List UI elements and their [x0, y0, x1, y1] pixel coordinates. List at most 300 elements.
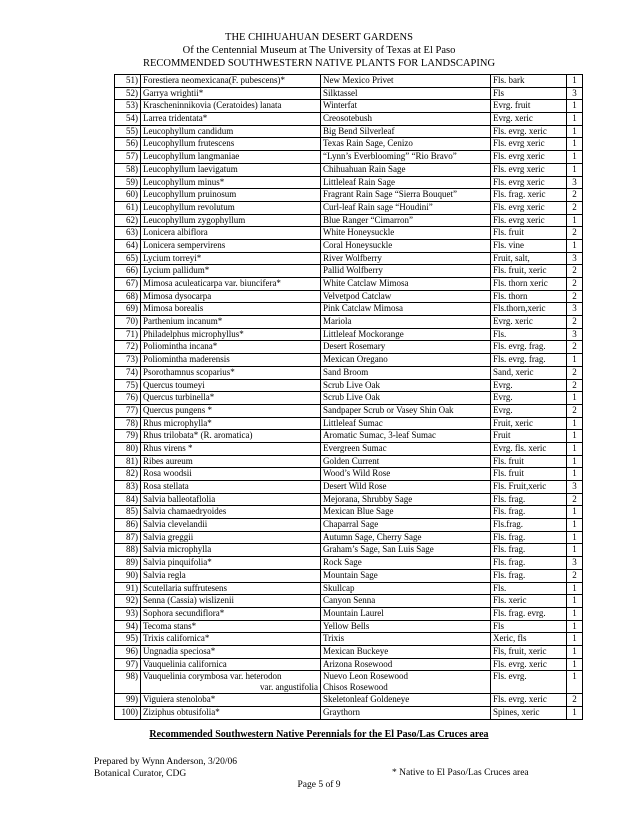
plant-attributes-text: Fls. frag. [493, 493, 526, 504]
row-count-text: 1 [572, 506, 577, 517]
scientific-name [141, 481, 321, 494]
plant-attributes-text: Evrg. [493, 392, 513, 403]
plant-attributes-text: Fls.thorn,xeric [493, 303, 546, 314]
scientific-name [141, 392, 321, 405]
row-number [115, 328, 141, 341]
footer-credits [94, 756, 237, 780]
row-count [567, 379, 583, 392]
plant-attributes [491, 506, 567, 519]
table-row [115, 519, 583, 532]
common-name [321, 633, 491, 646]
row-number [115, 481, 141, 494]
row-number [115, 645, 141, 658]
row-number-text: 85) [126, 506, 138, 517]
row-count [567, 645, 583, 658]
row-count-text: 2 [572, 341, 577, 352]
scientific-name [141, 290, 321, 303]
row-count-text: 2 [572, 227, 577, 238]
plant-attributes [491, 113, 567, 126]
scientific-name-text: Leucophyllum frutescens [143, 138, 235, 149]
row-number-text: 80) [126, 442, 138, 453]
row-count [567, 455, 583, 468]
plant-attributes-text: Fls. evrg xeric [493, 176, 545, 187]
plant-attributes-text: Fruit, salt, [493, 252, 530, 263]
row-count [567, 582, 583, 595]
row-number [115, 595, 141, 608]
plant-attributes-text: Fruit, xeric [493, 417, 533, 428]
table-row [115, 392, 583, 405]
row-count [567, 595, 583, 608]
common-name-text: Trixis [323, 633, 345, 644]
plant-attributes [491, 633, 567, 646]
row-number [115, 265, 141, 278]
row-count [567, 442, 583, 455]
row-number [115, 569, 141, 582]
common-name-text: Pallid Wolfberry [323, 265, 383, 276]
row-count [567, 671, 583, 694]
plant-attributes-text: Fls. bark [493, 75, 525, 85]
row-number-text: 61) [126, 201, 138, 212]
common-name [321, 316, 491, 329]
row-number [115, 354, 141, 367]
row-number [115, 201, 141, 214]
row-number-text: 84) [126, 493, 138, 504]
table-row [115, 75, 583, 88]
table-row [115, 87, 583, 100]
table-row [115, 694, 583, 707]
row-count-text: 1 [572, 671, 577, 682]
common-name [321, 658, 491, 671]
common-name [321, 151, 491, 164]
common-name [321, 354, 491, 367]
row-count-text: 1 [572, 214, 577, 225]
row-count [567, 290, 583, 303]
scientific-name [141, 138, 321, 151]
page-number: Page 5 of 9 [297, 780, 341, 790]
plant-attributes [491, 290, 567, 303]
row-count-text: 1 [572, 519, 577, 530]
common-name [321, 163, 491, 176]
common-name-text: Wood’s Wild Rose [323, 468, 391, 479]
row-number [115, 252, 141, 265]
row-count [567, 658, 583, 671]
row-number [115, 189, 141, 202]
row-number [115, 531, 141, 544]
plant-attributes-text: Fls. frag. [493, 544, 526, 555]
scientific-name-text: Garrya wrightii* [143, 87, 204, 98]
table-row [115, 303, 583, 316]
row-count-text: 1 [572, 645, 577, 656]
plant-attributes-text: Fls. fruit, xeric [493, 265, 547, 276]
table-row [115, 189, 583, 202]
plant-attributes [491, 707, 567, 720]
common-name-text: Yellow Bells [323, 620, 370, 631]
header-subtitle: Of the Centennial Museum at The University of Texas at El Paso [182, 45, 456, 56]
plant-attributes [491, 569, 567, 582]
common-name [321, 125, 491, 138]
row-number-text: 98) [126, 671, 138, 682]
common-name [321, 201, 491, 214]
common-name-text: Mariola [323, 316, 352, 327]
plant-attributes [491, 214, 567, 227]
common-name [321, 303, 491, 316]
scientific-name-text: Mimosa dysocarpa [143, 290, 212, 301]
scientific-name-text: Lycium torreyi* [143, 252, 202, 263]
row-count [567, 75, 583, 88]
scientific-name-text: Salvia clevelandii [143, 519, 208, 530]
row-number [115, 341, 141, 354]
row-number [115, 278, 141, 291]
scientific-name-text: Leucophyllum minus* [143, 176, 225, 187]
common-name [321, 75, 491, 88]
scientific-name [141, 125, 321, 138]
row-number [115, 620, 141, 633]
plant-attributes [491, 430, 567, 443]
table-row [115, 214, 583, 227]
plant-attributes-text: Xeric, fls [493, 633, 527, 644]
table-row [115, 366, 583, 379]
row-number-text: 83) [126, 481, 138, 491]
row-count-text: 1 [572, 442, 577, 453]
scientific-name [141, 341, 321, 354]
common-name-text: Mexican Blue Sage [323, 506, 394, 517]
row-count [567, 151, 583, 164]
scientific-name [141, 506, 321, 519]
scientific-name-text: Forestiera neomexicana(F. pubescens)* [143, 75, 285, 85]
plant-attributes-text: Fls. evrg xeric [493, 151, 545, 162]
header-title: THE CHIHUAHUAN DESERT GARDENS [225, 32, 413, 43]
native-note: * Native to El Paso/Las Cruces area [392, 768, 529, 778]
row-count [567, 189, 583, 202]
scientific-name [141, 239, 321, 252]
scientific-name [141, 607, 321, 620]
plant-attributes [491, 645, 567, 658]
plant-attributes [491, 201, 567, 214]
plant-attributes [491, 303, 567, 316]
row-number [115, 176, 141, 189]
plant-attributes [491, 227, 567, 240]
common-name-text: Mexican Buckeye [323, 645, 389, 656]
row-number [115, 417, 141, 430]
scientific-name-text: Salvia microphylla [143, 544, 212, 555]
common-name-text: Coral Honeysuckle [323, 239, 393, 250]
row-count-text: 1 [572, 239, 577, 250]
common-name-text: Chaparral Sage [323, 519, 379, 530]
row-count [567, 87, 583, 100]
row-count-text: 1 [572, 113, 577, 124]
scientific-name [141, 201, 321, 214]
common-name [321, 214, 491, 227]
row-number [115, 125, 141, 138]
scientific-name [141, 544, 321, 557]
scientific-name [141, 620, 321, 633]
scientific-name [141, 595, 321, 608]
scientific-name [141, 442, 321, 455]
table-row [115, 707, 583, 720]
scientific-name-text: Psorothamnus scoparius* [143, 366, 235, 377]
row-number-text: 65) [126, 252, 138, 263]
plant-attributes [491, 278, 567, 291]
scientific-name-text: Senna (Cassia) wislizenii [143, 595, 234, 606]
plant-attributes [491, 442, 567, 455]
plant-attributes [491, 557, 567, 570]
common-name-text: Aromatic Sumac, 3-leaf Sumac [323, 430, 436, 441]
scientific-name [141, 214, 321, 227]
row-count [567, 557, 583, 570]
common-name-text: Mexican Oregano [323, 354, 388, 365]
row-number [115, 316, 141, 329]
row-number-text: 86) [126, 519, 138, 530]
row-number-text: 82) [126, 468, 138, 479]
scientific-name [141, 303, 321, 316]
row-number [115, 455, 141, 468]
scientific-name-text: Leucophyllum candidum [143, 125, 234, 136]
row-number [115, 694, 141, 707]
row-count [567, 531, 583, 544]
row-number-text: 72) [126, 341, 138, 352]
row-count-text: 3 [572, 87, 577, 98]
plant-attributes [491, 468, 567, 481]
row-number-text: 53) [126, 100, 138, 111]
scientific-name-text: Viguiera stenoloba* [143, 694, 216, 705]
plant-attributes-text: Fls, fruit, xeric [493, 645, 547, 656]
scientific-name-text: Salvia chamaedryoides [143, 506, 227, 517]
scientific-name-text: Lonicera sempervirens [143, 239, 226, 250]
table-row [115, 252, 583, 265]
scientific-name [141, 582, 321, 595]
row-number [115, 366, 141, 379]
common-name-text: Texas Rain Sage, Cenizo [323, 138, 413, 149]
curator-title: Botanical Curator, CDG [94, 769, 187, 779]
row-count-text: 1 [572, 658, 577, 669]
plant-attributes-text: Fls. evrg xeric [493, 201, 545, 212]
row-count [567, 607, 583, 620]
row-count-text: 2 [572, 316, 577, 327]
row-count-text: 2 [572, 379, 577, 390]
common-name-text: New Mexico Privet [323, 75, 394, 85]
row-count [567, 620, 583, 633]
row-number-text: 73) [126, 354, 138, 365]
scientific-name [141, 379, 321, 392]
common-name-text: White Honeysuckle [323, 227, 395, 238]
scientific-name [141, 75, 321, 88]
scientific-name-text: Vauquelinia californica [143, 658, 227, 669]
scientific-name-text: Vauquelinia corymbosa var. heterodon [143, 671, 282, 682]
row-count-text: 1 [572, 125, 577, 136]
row-count-text: 2 [572, 290, 577, 301]
row-number-text: 63) [126, 227, 138, 238]
plant-attributes-text: Fruit [493, 430, 511, 441]
common-name [321, 366, 491, 379]
common-name [321, 671, 491, 694]
common-name-text: Evergreen Sumac [323, 442, 387, 453]
row-number-text: 91) [126, 582, 138, 593]
row-number [115, 151, 141, 164]
common-name-text: “Lynn’s Everblooming” “Rio Bravo” [323, 151, 457, 162]
scientific-name-text: Lycium pallidum* [143, 265, 210, 276]
scientific-name-text: Leucophyllum revolutum [143, 201, 235, 212]
scientific-name-text: Leucophyllum laevigatum [143, 163, 238, 174]
common-name-text: Silktassel [323, 87, 358, 98]
scientific-name [141, 278, 321, 291]
plant-attributes-text: Evrg. [493, 379, 513, 390]
scientific-name-second-line: var. angustifolia [260, 682, 318, 693]
scientific-name [141, 633, 321, 646]
row-number-text: 89) [126, 557, 138, 568]
row-count [567, 227, 583, 240]
row-number [115, 379, 141, 392]
row-count [567, 328, 583, 341]
plant-attributes-text: Evrg. fruit [493, 100, 531, 111]
scientific-name-text: Trixis californica* [143, 633, 210, 644]
row-count [567, 633, 583, 646]
row-count-text: 1 [572, 417, 577, 428]
row-count-text: 1 [572, 595, 577, 606]
row-count-text: 1 [572, 633, 577, 644]
plant-attributes-text: Evrg. xeric [493, 316, 533, 327]
row-count-text: 3 [572, 303, 577, 314]
table-row [115, 341, 583, 354]
common-name-text: Scrub Live Oak [323, 379, 380, 390]
row-count [567, 341, 583, 354]
table-row [115, 417, 583, 430]
row-number-text: 56) [126, 138, 138, 149]
scientific-name [141, 519, 321, 532]
row-count [567, 569, 583, 582]
row-count-text: 3 [572, 481, 577, 491]
header-list-title: RECOMMENDED SOUTHWESTERN NATIVE PLANTS FOR LANDSCAPING [142, 58, 496, 69]
plant-attributes [491, 252, 567, 265]
plant-attributes [491, 582, 567, 595]
common-name [321, 468, 491, 481]
plant-attributes-text: Fls.frag. [493, 519, 523, 530]
row-count [567, 176, 583, 189]
row-count-text: 1 [572, 707, 577, 717]
row-number [115, 633, 141, 646]
row-number-text: 94) [126, 620, 138, 631]
row-number [115, 519, 141, 532]
row-number-text: 100) [121, 707, 138, 717]
table-row [115, 404, 583, 417]
scientific-name [141, 227, 321, 240]
plant-attributes-text: Fls. frag. [493, 531, 526, 542]
common-name-text: Mountain Sage [323, 569, 378, 580]
common-name [321, 417, 491, 430]
common-name-text: Blue Ranger “Cimarron” [323, 214, 413, 225]
plant-attributes-text: Fls. [493, 328, 507, 339]
plant-attributes [491, 455, 567, 468]
table-row [115, 645, 583, 658]
row-count [567, 366, 583, 379]
plant-attributes-text: Fls. evrg xeric [493, 163, 545, 174]
row-number-text: 52) [126, 87, 138, 98]
scientific-name [141, 113, 321, 126]
scientific-name [141, 493, 321, 506]
common-name-text: River Wolfberry [323, 252, 382, 263]
table-row [115, 595, 583, 608]
row-number-text: 70) [126, 316, 138, 327]
common-name-text: Mountain Laurel [323, 607, 384, 618]
common-name-text: Mejorana, Shrubby Sage [323, 493, 413, 504]
row-number-text: 67) [126, 278, 138, 288]
common-name [321, 227, 491, 240]
table-row [115, 455, 583, 468]
row-number-text: 57) [126, 151, 138, 162]
plant-attributes [491, 620, 567, 633]
row-number-text: 79) [126, 430, 138, 441]
common-name [321, 557, 491, 570]
plant-attributes [491, 265, 567, 278]
row-count-text: 1 [572, 582, 577, 593]
row-number [115, 442, 141, 455]
row-count [567, 506, 583, 519]
common-name-text: Creosotebush [323, 113, 372, 124]
row-count [567, 278, 583, 291]
row-number [115, 671, 141, 694]
scientific-name [141, 176, 321, 189]
row-number [115, 138, 141, 151]
common-name [321, 645, 491, 658]
row-count-text: 1 [572, 75, 577, 85]
row-count [567, 214, 583, 227]
row-count [567, 239, 583, 252]
common-name-text: Curl-leaf Rain sage “Houdini” [323, 201, 433, 212]
plant-attributes [491, 100, 567, 113]
row-count-text: 2 [572, 189, 577, 200]
plant-attributes-text: Fls [493, 87, 505, 98]
plant-attributes [491, 189, 567, 202]
common-name [321, 189, 491, 202]
plant-attributes-text: Fls. evrg. frag. [493, 341, 546, 352]
plant-attributes [491, 671, 567, 694]
row-number [115, 163, 141, 176]
row-count-text: 1 [572, 620, 577, 631]
common-name [321, 531, 491, 544]
row-number [115, 658, 141, 671]
row-number-text: 74) [126, 366, 138, 377]
row-number [115, 506, 141, 519]
row-count-text: 3 [572, 557, 577, 568]
common-name-text: Fragrant Rain Sage “Sierra Bouquet” [323, 189, 457, 200]
table-row [115, 481, 583, 494]
scientific-name [141, 316, 321, 329]
plant-attributes-text: Fls. frag. [493, 506, 526, 517]
row-number [115, 493, 141, 506]
plant-attributes-text: Fls. evrg. xeric [493, 125, 547, 136]
plant-attributes [491, 493, 567, 506]
common-name-second-line: Chisos Rosewood [323, 682, 388, 693]
plant-attributes-text: Sand, xeric [493, 366, 534, 377]
scientific-name [141, 557, 321, 570]
row-count [567, 707, 583, 720]
table-row [115, 544, 583, 557]
table-row [115, 328, 583, 341]
table-row [115, 620, 583, 633]
common-name-text: Desert Rosemary [323, 341, 386, 352]
scientific-name [141, 417, 321, 430]
plant-attributes-text: Fls. frag. [493, 569, 526, 580]
plant-attributes [491, 328, 567, 341]
table-row [115, 569, 583, 582]
plant-attributes [491, 404, 567, 417]
row-number [115, 404, 141, 417]
scientific-name [141, 645, 321, 658]
scientific-name [141, 707, 321, 720]
common-name [321, 569, 491, 582]
row-number-text: 81) [126, 455, 138, 466]
table-row [115, 354, 583, 367]
row-count [567, 265, 583, 278]
